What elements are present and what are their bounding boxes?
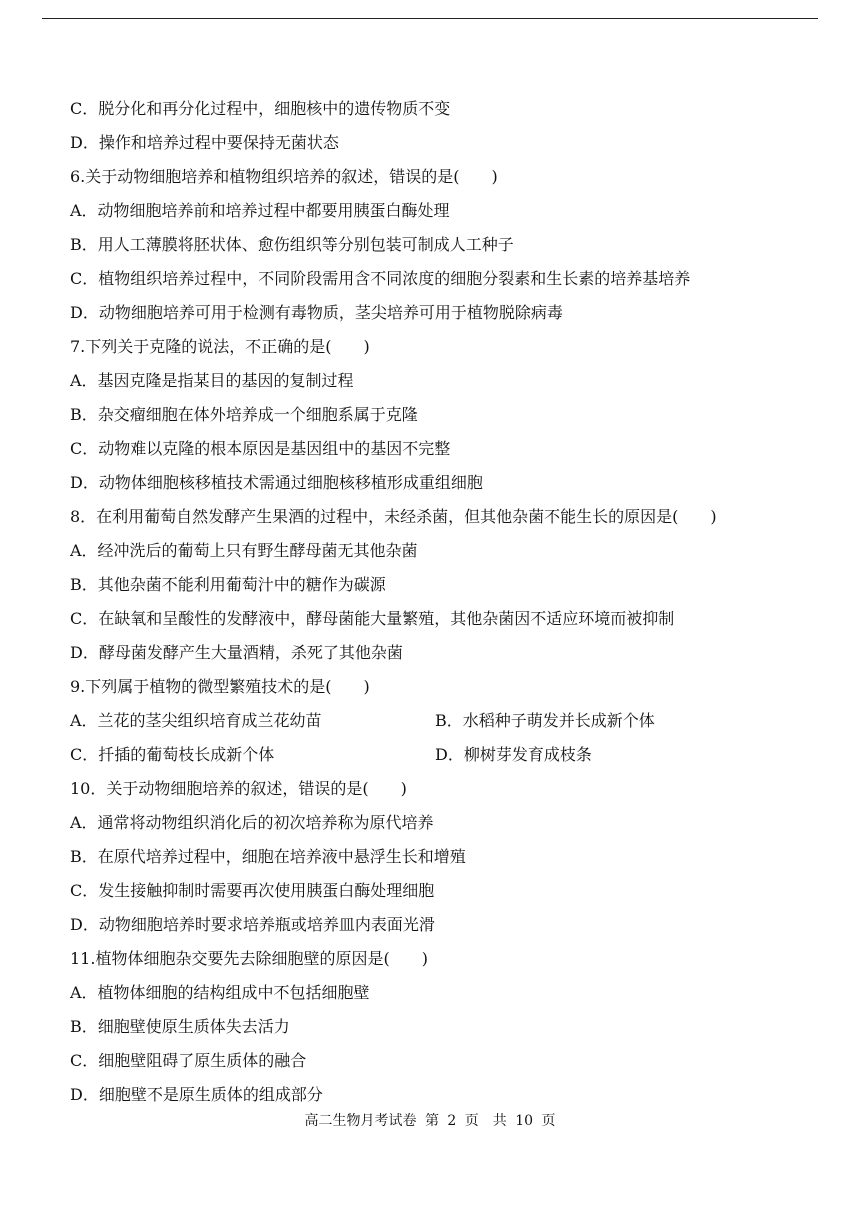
- exam-content: [70, 92, 800, 1112]
- option-5c: C．脱分化和再分化过程中，细胞核中的遗传物质不变: [70, 99, 451, 118]
- option-10d: D．动物细胞培养时要求培养瓶或培养皿内表面光滑: [70, 915, 435, 934]
- option-6d: D．动物细胞培养可用于检测有毒物质，茎尖培养可用于植物脱除病毒: [70, 303, 563, 322]
- footer-page-number: 2: [447, 1113, 457, 1129]
- option-7b: B．杂交瘤细胞在体外培养成一个细胞系属于克隆: [70, 405, 418, 424]
- option-6b: B．用人工薄膜将胚状体、愈伤组织等分别包装可制成人工种子: [70, 235, 514, 254]
- option-6a: A．动物细胞培养前和培养过程中都要用胰蛋白酶处理: [70, 201, 450, 220]
- option-9a: A．兰花的茎尖组织培育成兰花幼苗: [70, 711, 322, 730]
- question-8: 8．在利用葡萄自然发酵产生果酒的过程中，未经杀菌，但其他杂菌不能生长的原因是( ): [70, 507, 717, 526]
- option-8d: D．酵母菌发酵产生大量酒精，杀死了其他杂菌: [70, 643, 403, 662]
- option-5d: D．操作和培养过程中要保持无菌状态: [70, 133, 339, 152]
- option-10c: C．发生接触抑制时需要再次使用胰蛋白酶处理细胞: [70, 881, 435, 900]
- header-rule: [42, 18, 818, 19]
- option-10a: A．通常将动物组织消化后的初次培养称为原代培养: [70, 813, 434, 832]
- footer-page-mid: 页 共: [464, 1113, 507, 1129]
- footer-page-prefix: 第: [424, 1113, 439, 1129]
- option-9b: B．水稻种子萌发并长成新个体: [435, 711, 655, 730]
- option-11d: D．细胞壁不是原生质体的组成部分: [70, 1085, 323, 1104]
- option-7c: C．动物难以克隆的根本原因是基因组中的基因不完整: [70, 439, 451, 458]
- question-10: 10．关于动物细胞培养的叙述，错误的是( ): [70, 779, 407, 798]
- question-7: 7.下列关于克隆的说法，不正确的是( ): [70, 337, 370, 356]
- question-9: 9.下列属于植物的微型繁殖技术的是( ): [70, 677, 370, 696]
- option-8b: B．其他杂菌不能利用葡萄汁中的糖作为碳源: [70, 575, 386, 594]
- options-9-row2: [70, 738, 800, 772]
- option-11a: A．植物体细胞的结构组成中不包括细胞壁: [70, 983, 370, 1002]
- question-6: 6.关于动物细胞培养和植物组织培养的叙述，错误的是( ): [70, 167, 498, 186]
- footer-total-pages: 10: [515, 1113, 534, 1129]
- option-11b: B．细胞壁使原生质体失去活力: [70, 1017, 290, 1036]
- options-9-row1: [70, 704, 800, 738]
- option-9d: D．柳树芽发育成枝条: [435, 745, 592, 764]
- option-8c: C．在缺氧和呈酸性的发酵液中，酵母菌能大量繁殖，其他杂菌因不适应环境而被抑制: [70, 609, 675, 628]
- option-9c: C．扦插的葡萄枝长成新个体: [70, 745, 275, 764]
- option-10b: B．在原代培养过程中，细胞在培养液中悬浮生长和增殖: [70, 847, 466, 866]
- footer-title: 高二生物月考试卷: [304, 1113, 417, 1129]
- option-6c: C．植物组织培养过程中，不同阶段需用含不同浓度的细胞分裂素和生长素的培养基培养: [70, 269, 691, 288]
- option-8a: A．经冲洗后的葡萄上只有野生酵母菌无其他杂菌: [70, 541, 418, 560]
- option-7d: D．动物体细胞核移植技术需通过细胞核移植形成重组细胞: [70, 473, 483, 492]
- option-7a: A．基因克隆是指某目的基因的复制过程: [70, 371, 354, 390]
- page-footer: [0, 1110, 860, 1130]
- option-11c: C．细胞壁阻碍了原生质体的融合: [70, 1051, 307, 1070]
- question-11: 11.植物体细胞杂交要先去除细胞壁的原因是( ): [70, 949, 428, 968]
- footer-page-suffix: 页: [541, 1113, 556, 1129]
